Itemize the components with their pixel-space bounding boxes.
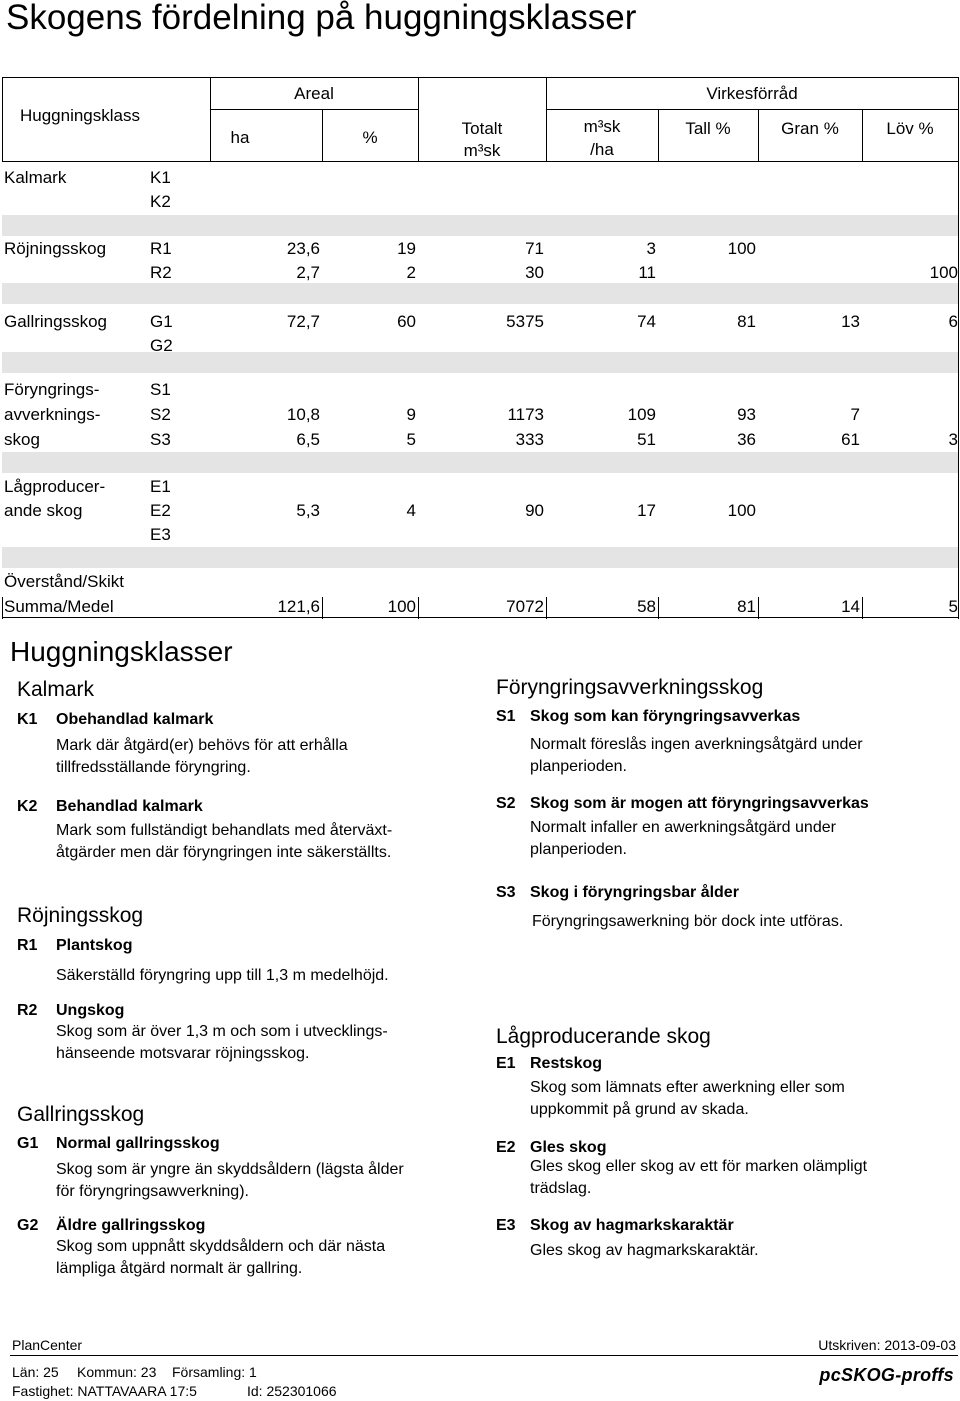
summary-divider (2, 597, 3, 619)
cell-lov: 6 (948, 312, 958, 331)
footer-forsamling: Församling: 1 (172, 1364, 257, 1380)
legend-title: Huggningsklasser (10, 636, 233, 667)
class-code: E1 (150, 477, 171, 496)
cell-pct: 60 (397, 312, 416, 331)
term-e3: Skog av hagmarkskaraktär (530, 1217, 734, 1234)
group-label: Lågproducer- (4, 477, 106, 496)
header-tall: Tall % (685, 119, 731, 138)
code-e1: E1 (496, 1055, 516, 1072)
cell-totalt: 30 (525, 263, 544, 282)
pcskog-logo: pcSKOG-proffs (819, 1365, 954, 1385)
term-r1: Plantskog (56, 937, 133, 954)
cell-ha: 72,7 (286, 312, 320, 331)
code-e3: E3 (496, 1217, 516, 1234)
term-s3: Skog i föryngringsbar ålder (530, 884, 739, 901)
cell-tall: 36 (737, 430, 756, 449)
cell-totalt: 1173 (507, 405, 544, 424)
footer-lan: Län: 25 (12, 1364, 59, 1380)
section-title-kalmark: Kalmark (17, 678, 95, 701)
cell-gran: 61 (841, 430, 860, 449)
class-code: G1 (150, 312, 173, 331)
header-ha: ha (230, 128, 250, 147)
term-e1: Restskog (530, 1055, 603, 1072)
cell-lov: 3 (948, 430, 958, 449)
code-s2: S2 (496, 795, 516, 812)
cell-totalt: 333 (515, 430, 544, 449)
desc-g1: Skog som är yngre än skyddsåldern (lägsta ålder för föryngringsawverkning). (56, 1161, 404, 1200)
row-separator (2, 352, 959, 373)
code-r1: R1 (17, 937, 38, 954)
summary-gran: 14 (841, 597, 860, 616)
desc-s2: Normalt infaller en awerkningsåtgärd under planperioden. (530, 819, 836, 858)
group-label: Kalmark (4, 168, 67, 187)
section-title-lagproducerande-skog: Lågproducerande skog (496, 1025, 711, 1048)
code-k1: K1 (17, 711, 38, 728)
term-k1: Obehandlad kalmark (56, 711, 214, 728)
desc-s1: Normalt föreslås ingen averkningsåtgärd under planperioden. (530, 736, 863, 775)
desc-r2: Skog som är över 1,3 m och som i utvecklings- hänseende motsvarar röjningsskog. (56, 1023, 388, 1062)
header-pct: % (362, 128, 378, 147)
header-totalt-2: m³sk (463, 141, 501, 160)
cell-pct: 4 (406, 501, 416, 520)
header-virkesforrad: Virkesförråd (706, 84, 798, 103)
footer-plancenter: PlanCenter (12, 1337, 83, 1353)
table-top-border (2, 77, 959, 78)
summary-tall: 81 (737, 597, 756, 616)
term-s2: Skog som är mogen att föryngringsavverkas (530, 795, 869, 812)
cell-gran: 7 (850, 405, 860, 424)
code-g1: G1 (17, 1135, 39, 1152)
group-label: Föryngrings- (4, 380, 100, 399)
desc-k1: Mark där åtgärd(er) behövs för att erhålla tillfredsställande föryngring. (56, 737, 348, 776)
group-label: Gallringsskog (4, 312, 107, 331)
section-title-gallringsskog: Gallringsskog (17, 1103, 145, 1126)
code-k2: K2 (17, 798, 38, 815)
code-r2: R2 (17, 1002, 38, 1019)
header-bottom-border (2, 161, 959, 162)
cell-totalt: 71 (525, 239, 544, 258)
header-areal: Areal (294, 84, 334, 103)
cell-ha: 2,7 (296, 263, 320, 282)
row-separator (2, 215, 959, 236)
header-huggningsklass: Huggningsklass (19, 106, 140, 125)
row-separator (2, 547, 959, 568)
header-m3sk-ha-1: m³sk (583, 117, 621, 136)
class-code: E3 (150, 525, 171, 544)
class-code: G2 (150, 336, 173, 355)
cell-m3sk-ha: 17 (637, 501, 656, 520)
desc-r1: Säkerställd föryngring upp till 1,3 m medelhöjd. (56, 967, 389, 984)
desc-e3: Gles skog av hagmarkskaraktär. (530, 1242, 759, 1259)
desc-e1: Skog som lämnats efter awerkning eller som uppkommit på grund av skada. (530, 1079, 845, 1118)
header-totalt-1: Totalt (461, 119, 503, 138)
virkesforrad-underline (546, 109, 959, 110)
summary-m3sk-ha: 58 (637, 597, 656, 616)
summary-lov: 5 (948, 597, 958, 616)
cell-tall: 81 (737, 312, 756, 331)
cell-ha: 5,3 (296, 501, 320, 520)
code-e2: E2 (496, 1139, 516, 1156)
cell-ha: 6,5 (296, 430, 320, 449)
row-separator (2, 452, 959, 473)
cell-ha: 23,6 (286, 239, 320, 258)
term-g1: Normal gallringsskog (56, 1135, 220, 1152)
code-s1: S1 (496, 708, 516, 725)
term-r2: Ungskog (56, 1002, 125, 1019)
row-separator (2, 283, 959, 304)
cell-pct: 2 (406, 263, 416, 282)
code-g2: G2 (17, 1217, 39, 1234)
header-lov: Löv % (886, 119, 934, 138)
class-code: K2 (150, 192, 171, 211)
cell-totalt: 5375 (506, 312, 544, 331)
summary-label: Summa/Medel (4, 597, 114, 616)
term-e2: Gles skog (530, 1139, 607, 1156)
table-right-border (958, 77, 959, 619)
cell-pct: 5 (406, 430, 416, 449)
group-label: ande skog (4, 501, 83, 520)
table-bottom-border (2, 617, 959, 618)
cell-pct: 19 (397, 239, 416, 258)
cell-ha: 10,8 (286, 405, 320, 424)
cell-tall: 93 (737, 405, 756, 424)
areal-underline (210, 109, 418, 110)
desc-e2: Gles skog eller skog av ett för marken olämpligt trädslag. (530, 1158, 868, 1197)
footer-fastighet: Fastighet: NATTAVAARA 17:5 (12, 1383, 197, 1399)
page-title: Skogens fördelning på huggningsklasser (6, 0, 637, 37)
cell-totalt: 90 (525, 501, 544, 520)
summary-pct: 100 (387, 597, 416, 616)
header-m3sk-ha-2: /ha (590, 140, 614, 159)
term-s1: Skog som kan föryngringsavverkas (530, 708, 801, 725)
class-code: S2 (150, 405, 171, 424)
cell-m3sk-ha: 3 (646, 239, 656, 258)
cell-m3sk-ha: 109 (627, 405, 656, 424)
class-code: K1 (150, 168, 171, 187)
footer-divider (10, 1355, 958, 1356)
desc-k2: Mark som fullständigt behandlats med återväxt- åtgärder men där föryngringen inte säkerställts. (56, 822, 393, 861)
cell-m3sk-ha: 74 (637, 312, 656, 331)
desc-s3: Föryngringsawerkning bör dock inte utföras. (532, 913, 844, 930)
summary-ha: 121,6 (277, 597, 320, 616)
header-gran: Gran % (781, 119, 839, 138)
section-title-rojningsskog: Röjningsskog (17, 904, 144, 927)
code-s3: S3 (496, 884, 516, 901)
cell-pct: 9 (406, 405, 416, 424)
group-label: skog (4, 430, 40, 449)
huggningsklass-table (2, 77, 959, 619)
class-code: S3 (150, 430, 171, 449)
footer-id: Id: 252301066 (247, 1383, 337, 1399)
cell-tall: 100 (727, 501, 756, 520)
group-label: Röjningsskog (4, 239, 107, 258)
group-label: avverknings- (4, 405, 101, 424)
term-k2: Behandlad kalmark (56, 798, 203, 815)
footer-printed-date: Utskriven: 2013-09-03 (818, 1337, 956, 1353)
cell-m3sk-ha: 51 (637, 430, 656, 449)
footer-kommun: Kommun: 23 (77, 1364, 157, 1380)
cell-gran: 13 (841, 312, 860, 331)
class-code: E2 (150, 501, 171, 520)
summary-totalt: 7072 (506, 597, 544, 616)
class-code: R2 (150, 263, 172, 282)
desc-g2: Skog som uppnått skyddsåldern och där nästa lämpliga åtgärd normalt är gallring. (56, 1238, 386, 1277)
class-code: R1 (150, 239, 172, 258)
cell-m3sk-ha: 11 (638, 263, 656, 282)
group-label: Överstånd/Skikt (4, 572, 124, 591)
class-code: S1 (150, 380, 171, 399)
cell-tall: 100 (727, 239, 756, 258)
cell-lov: 100 (929, 263, 958, 282)
term-g2: Äldre gallringsskog (56, 1217, 206, 1234)
section-title-foryngringsavverkningsskog: Föryngringsavverkningsskog (496, 676, 764, 699)
